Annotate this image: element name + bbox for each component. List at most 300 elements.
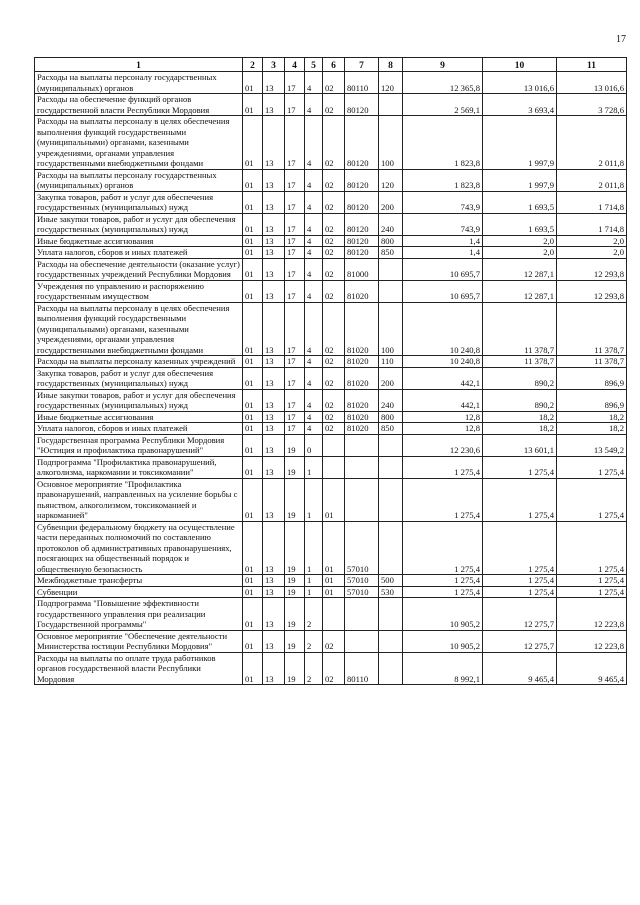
column-header: 6 [323,58,345,72]
expense-type-code: 120 [379,169,403,191]
subprogram-code: 4 [305,302,323,356]
direction-code: 81020 [345,411,379,423]
expense-type-code [379,478,403,521]
activity-code: 02 [323,356,345,368]
section-code: 01 [243,630,263,652]
amount-col-9: 10 240,8 [403,356,483,368]
row-description: Расходы на выплаты персоналу в целях обеспечения выполнения функций государственными (муниципальными) органами, казенными учреждениями, органами управления государственными внебюджетными фондами [35,302,243,356]
expense-type-code: 240 [379,389,403,411]
expense-type-code: 850 [379,423,403,435]
amount-col-10: 1 275,4 [483,521,557,575]
program-code: 17 [285,169,305,191]
amount-col-11: 1 275,4 [557,478,627,521]
table-header-row [35,58,627,72]
row-description: Межбюджетные трансферты [35,575,243,587]
program-code: 17 [285,356,305,368]
subprogram-code: 4 [305,72,323,94]
amount-col-9: 12,8 [403,423,483,435]
activity-code [323,598,345,631]
row-description: Закупка товаров, работ и услуг для обеспечения государственных (муниципальных) нужд [35,191,243,213]
direction-code: 80120 [345,235,379,247]
subprogram-code: 4 [305,280,323,302]
activity-code: 01 [323,521,345,575]
amount-col-9: 442,1 [403,367,483,389]
direction-code: 80120 [345,116,379,170]
table-row [35,235,627,247]
program-code: 19 [285,630,305,652]
program-code: 19 [285,456,305,478]
program-code: 19 [285,478,305,521]
row-description: Расходы на обеспечение функций органов государственной власти Республики Мордовия [35,94,243,116]
amount-col-10: 1 693,5 [483,213,557,235]
activity-code: 02 [323,258,345,280]
table-row [35,258,627,280]
activity-code: 01 [323,586,345,598]
program-code: 17 [285,411,305,423]
row-description: Основное мероприятие "Обеспечение деятельности Министерства юстиции Республики Мордовия" [35,630,243,652]
table-row [35,456,627,478]
activity-code: 01 [323,575,345,587]
row-description: Субвенции [35,586,243,598]
expense-type-code: 850 [379,247,403,259]
row-description: Расходы на выплаты персоналу казенных учреждений [35,356,243,368]
activity-code: 02 [323,213,345,235]
row-description: Расходы на выплаты персоналу государственных (муниципальных) органов [35,72,243,94]
section-code: 01 [243,302,263,356]
subprogram-code: 4 [305,411,323,423]
subsection-code: 13 [263,389,285,411]
amount-col-9: 2 569,1 [403,94,483,116]
table-row [35,478,627,521]
table-row [35,94,627,116]
amount-col-11: 1 275,4 [557,456,627,478]
amount-col-11: 12 293,8 [557,280,627,302]
amount-col-10: 11 378,7 [483,302,557,356]
expense-type-code: 200 [379,191,403,213]
amount-col-11: 2,0 [557,235,627,247]
subsection-code: 13 [263,169,285,191]
section-code: 01 [243,72,263,94]
activity-code: 02 [323,280,345,302]
amount-col-9: 10 695,7 [403,280,483,302]
subprogram-code: 4 [305,94,323,116]
direction-code [345,456,379,478]
amount-col-11: 2 011,8 [557,116,627,170]
row-description: Уплата налогов, сборов и иных платежей [35,247,243,259]
direction-code: 80120 [345,213,379,235]
amount-col-11: 12 223,8 [557,598,627,631]
table-row [35,652,627,685]
subsection-code: 13 [263,94,285,116]
expense-type-code: 800 [379,235,403,247]
row-description: Расходы на выплаты по оплате труда работников органов государственной власти Республики Мордовия [35,652,243,685]
activity-code: 02 [323,72,345,94]
subsection-code: 13 [263,72,285,94]
row-description: Учреждения по управлению и распоряжению государственным имуществом [35,280,243,302]
activity-code: 01 [323,478,345,521]
amount-col-10: 2,0 [483,247,557,259]
expense-type-code: 800 [379,411,403,423]
table-row [35,280,627,302]
expense-type-code: 100 [379,116,403,170]
amount-col-10: 12 287,1 [483,280,557,302]
row-description: Расходы на выплаты персоналу государственных (муниципальных) органов [35,169,243,191]
subsection-code: 13 [263,456,285,478]
section-code: 01 [243,116,263,170]
program-code: 17 [285,191,305,213]
expense-type-code [379,456,403,478]
table-row [35,423,627,435]
program-code: 17 [285,235,305,247]
amount-col-10: 3 693,4 [483,94,557,116]
amount-col-11: 2,0 [557,247,627,259]
table-row [35,575,627,587]
program-code: 17 [285,423,305,435]
activity-code: 02 [323,389,345,411]
amount-col-11: 1 714,8 [557,213,627,235]
section-code: 01 [243,389,263,411]
expense-type-code: 500 [379,575,403,587]
amount-col-10: 1 997,9 [483,169,557,191]
row-description: Подпрограмма "Повышение эффективности государственного управления при реализации Государственной программы" [35,598,243,631]
direction-code: 80120 [345,169,379,191]
amount-col-10: 1 275,4 [483,456,557,478]
amount-col-9: 1 275,4 [403,575,483,587]
row-description: Закупка товаров, работ и услуг для обеспечения государственных (муниципальных) нужд [35,367,243,389]
section-code: 01 [243,434,263,456]
activity-code: 02 [323,235,345,247]
subprogram-code: 4 [305,423,323,435]
program-code: 19 [285,434,305,456]
expense-type-code [379,521,403,575]
amount-col-9: 10 240,8 [403,302,483,356]
section-code: 01 [243,521,263,575]
amount-col-11: 18,2 [557,411,627,423]
activity-code: 02 [323,191,345,213]
amount-col-10: 1 275,4 [483,575,557,587]
amount-col-9: 1 275,4 [403,521,483,575]
amount-col-11: 11 378,7 [557,356,627,368]
amount-col-9: 12 230,6 [403,434,483,456]
activity-code [323,434,345,456]
activity-code: 02 [323,247,345,259]
activity-code: 02 [323,169,345,191]
amount-col-10: 1 275,4 [483,586,557,598]
amount-col-11: 896,9 [557,367,627,389]
amount-col-11: 2 011,8 [557,169,627,191]
amount-col-11: 9 465,4 [557,652,627,685]
program-code: 19 [285,652,305,685]
column-header: 10 [483,58,557,72]
section-code: 01 [243,575,263,587]
amount-col-11: 1 714,8 [557,191,627,213]
activity-code: 02 [323,116,345,170]
section-code: 01 [243,411,263,423]
program-code: 19 [285,575,305,587]
subprogram-code: 1 [305,456,323,478]
program-code: 17 [285,116,305,170]
expense-type-code: 530 [379,586,403,598]
expense-type-code: 100 [379,302,403,356]
column-header: 7 [345,58,379,72]
section-code: 01 [243,423,263,435]
section-code: 01 [243,598,263,631]
subprogram-code: 1 [305,586,323,598]
expense-type-code: 110 [379,356,403,368]
activity-code [323,456,345,478]
section-code: 01 [243,258,263,280]
expense-type-code [379,94,403,116]
direction-code: 80120 [345,94,379,116]
subprogram-code: 4 [305,247,323,259]
row-description: Уплата налогов, сборов и иных платежей [35,423,243,435]
subprogram-code: 1 [305,478,323,521]
table-row [35,367,627,389]
row-description: Расходы на обеспечение деятельности (оказание услуг) государственных учреждений Республики Мордовия [35,258,243,280]
subprogram-code: 4 [305,169,323,191]
amount-col-9: 12,8 [403,411,483,423]
section-code: 01 [243,478,263,521]
row-description: Основное мероприятие "Профилактика правонарушений, направленных на усиление борьбы с пьянством, алкоголизмом, токсикоманией и наркоманией" [35,478,243,521]
expense-type-code: 240 [379,213,403,235]
subprogram-code: 4 [305,389,323,411]
program-code: 17 [285,389,305,411]
amount-col-9: 1,4 [403,235,483,247]
amount-col-11: 1 275,4 [557,575,627,587]
subsection-code: 13 [263,356,285,368]
amount-col-10: 2,0 [483,235,557,247]
subprogram-code: 1 [305,521,323,575]
expense-type-code [379,258,403,280]
section-code: 01 [243,94,263,116]
activity-code: 02 [323,94,345,116]
subprogram-code: 2 [305,652,323,685]
amount-col-11: 12 223,8 [557,630,627,652]
activity-code: 02 [323,652,345,685]
subsection-code: 13 [263,575,285,587]
row-description: Иные бюджетные ассигнования [35,235,243,247]
row-description: Иные закупки товаров, работ и услуг для обеспечения государственных (муниципальных) нужд [35,213,243,235]
expense-type-code [379,434,403,456]
subprogram-code: 4 [305,367,323,389]
table-row [35,191,627,213]
direction-code: 57010 [345,575,379,587]
direction-code: 81020 [345,423,379,435]
subsection-code: 13 [263,423,285,435]
amount-col-9: 442,1 [403,389,483,411]
amount-col-9: 1 275,4 [403,456,483,478]
amount-col-11: 18,2 [557,423,627,435]
program-code: 19 [285,521,305,575]
table-row [35,213,627,235]
subsection-code: 13 [263,521,285,575]
amount-col-10: 12 275,7 [483,598,557,631]
direction-code: 80120 [345,247,379,259]
table-row [35,630,627,652]
program-code: 17 [285,367,305,389]
expense-type-code [379,280,403,302]
program-code: 17 [285,94,305,116]
amount-col-9: 10 695,7 [403,258,483,280]
program-code: 19 [285,598,305,631]
amount-col-9: 1,4 [403,247,483,259]
subprogram-code: 4 [305,213,323,235]
table-row [35,356,627,368]
table-row [35,598,627,631]
subsection-code: 13 [263,586,285,598]
column-header: 1 [35,58,243,72]
section-code: 01 [243,235,263,247]
amount-col-9: 1 275,4 [403,478,483,521]
amount-col-10: 890,2 [483,367,557,389]
expense-type-code: 200 [379,367,403,389]
direction-code: 81020 [345,356,379,368]
page-number: 17 [616,34,626,45]
amount-col-9: 12 365,8 [403,72,483,94]
direction-code: 81020 [345,367,379,389]
program-code: 17 [285,247,305,259]
budget-table [34,57,627,685]
direction-code [345,434,379,456]
direction-code [345,478,379,521]
section-code: 01 [243,586,263,598]
expense-type-code: 120 [379,72,403,94]
column-header: 4 [285,58,305,72]
amount-col-11: 3 728,6 [557,94,627,116]
column-header: 9 [403,58,483,72]
program-code: 17 [285,258,305,280]
amount-col-9: 10 905,2 [403,598,483,631]
table-row [35,521,627,575]
amount-col-9: 1 823,8 [403,169,483,191]
expense-type-code [379,598,403,631]
subsection-code: 13 [263,280,285,302]
table-row [35,116,627,170]
subprogram-code: 4 [305,356,323,368]
direction-code: 81020 [345,280,379,302]
activity-code: 02 [323,302,345,356]
row-description: Субвенции федеральному бюджету на осуществление части переданных полномочий по составлению протоколов об административных правонарушениях, посягающих на общественный порядок и общественную безопасность [35,521,243,575]
subprogram-code: 4 [305,235,323,247]
subsection-code: 13 [263,302,285,356]
subsection-code: 13 [263,213,285,235]
direction-code: 80120 [345,191,379,213]
subsection-code: 13 [263,652,285,685]
table-row [35,434,627,456]
program-code: 17 [285,72,305,94]
column-header: 5 [305,58,323,72]
amount-col-10: 890,2 [483,389,557,411]
amount-col-10: 1 275,4 [483,478,557,521]
direction-code: 81000 [345,258,379,280]
amount-col-10: 18,2 [483,411,557,423]
column-header: 11 [557,58,627,72]
activity-code: 02 [323,411,345,423]
amount-col-11: 1 275,4 [557,586,627,598]
amount-col-11: 896,9 [557,389,627,411]
subprogram-code: 4 [305,191,323,213]
subprogram-code: 4 [305,116,323,170]
amount-col-11: 13 016,6 [557,72,627,94]
row-description: Расходы на выплаты персоналу в целях обеспечения выполнения функций государственными (муниципальными) органами, казенными учреждениями, органами управления государственными внебюджетными фондами [35,116,243,170]
section-code: 01 [243,456,263,478]
amount-col-10: 13 601,1 [483,434,557,456]
subsection-code: 13 [263,478,285,521]
amount-col-11: 1 275,4 [557,521,627,575]
section-code: 01 [243,367,263,389]
section-code: 01 [243,280,263,302]
section-code: 01 [243,213,263,235]
subprogram-code: 2 [305,598,323,631]
column-header: 3 [263,58,285,72]
direction-code: 80110 [345,652,379,685]
section-code: 01 [243,169,263,191]
subsection-code: 13 [263,630,285,652]
amount-col-10: 1 693,5 [483,191,557,213]
subsection-code: 13 [263,116,285,170]
amount-col-11: 13 549,2 [557,434,627,456]
amount-col-9: 8 992,1 [403,652,483,685]
amount-col-10: 1 997,9 [483,116,557,170]
direction-code: 81020 [345,302,379,356]
amount-col-9: 743,9 [403,213,483,235]
amount-col-10: 18,2 [483,423,557,435]
direction-code [345,598,379,631]
amount-col-10: 9 465,4 [483,652,557,685]
table-row [35,247,627,259]
table-row [35,411,627,423]
amount-col-9: 10 905,2 [403,630,483,652]
subsection-code: 13 [263,411,285,423]
amount-col-11: 12 293,8 [557,258,627,280]
direction-code: 81020 [345,389,379,411]
amount-col-10: 12 275,7 [483,630,557,652]
table-row [35,302,627,356]
amount-col-9: 1 823,8 [403,116,483,170]
row-description: Иные закупки товаров, работ и услуг для обеспечения государственных (муниципальных) нужд [35,389,243,411]
subsection-code: 13 [263,598,285,631]
activity-code: 02 [323,630,345,652]
subsection-code: 13 [263,191,285,213]
direction-code [345,630,379,652]
table-row [35,586,627,598]
section-code: 01 [243,247,263,259]
direction-code: 57010 [345,586,379,598]
section-code: 01 [243,652,263,685]
program-code: 17 [285,280,305,302]
subsection-code: 13 [263,434,285,456]
section-code: 01 [243,356,263,368]
subprogram-code: 2 [305,630,323,652]
row-description: Иные бюджетные ассигнования [35,411,243,423]
expense-type-code [379,652,403,685]
subprogram-code: 1 [305,575,323,587]
expense-type-code [379,630,403,652]
amount-col-9: 1 275,4 [403,586,483,598]
subprogram-code: 0 [305,434,323,456]
table-row [35,389,627,411]
subsection-code: 13 [263,235,285,247]
amount-col-11: 11 378,7 [557,302,627,356]
direction-code: 80110 [345,72,379,94]
program-code: 17 [285,213,305,235]
row-description: Подпрограмма "Профилактика правонарушений, алкоголизма, наркомании и токсикомании" [35,456,243,478]
amount-col-10: 12 287,1 [483,258,557,280]
amount-col-9: 743,9 [403,191,483,213]
subprogram-code: 4 [305,258,323,280]
table-row [35,169,627,191]
program-code: 19 [285,586,305,598]
